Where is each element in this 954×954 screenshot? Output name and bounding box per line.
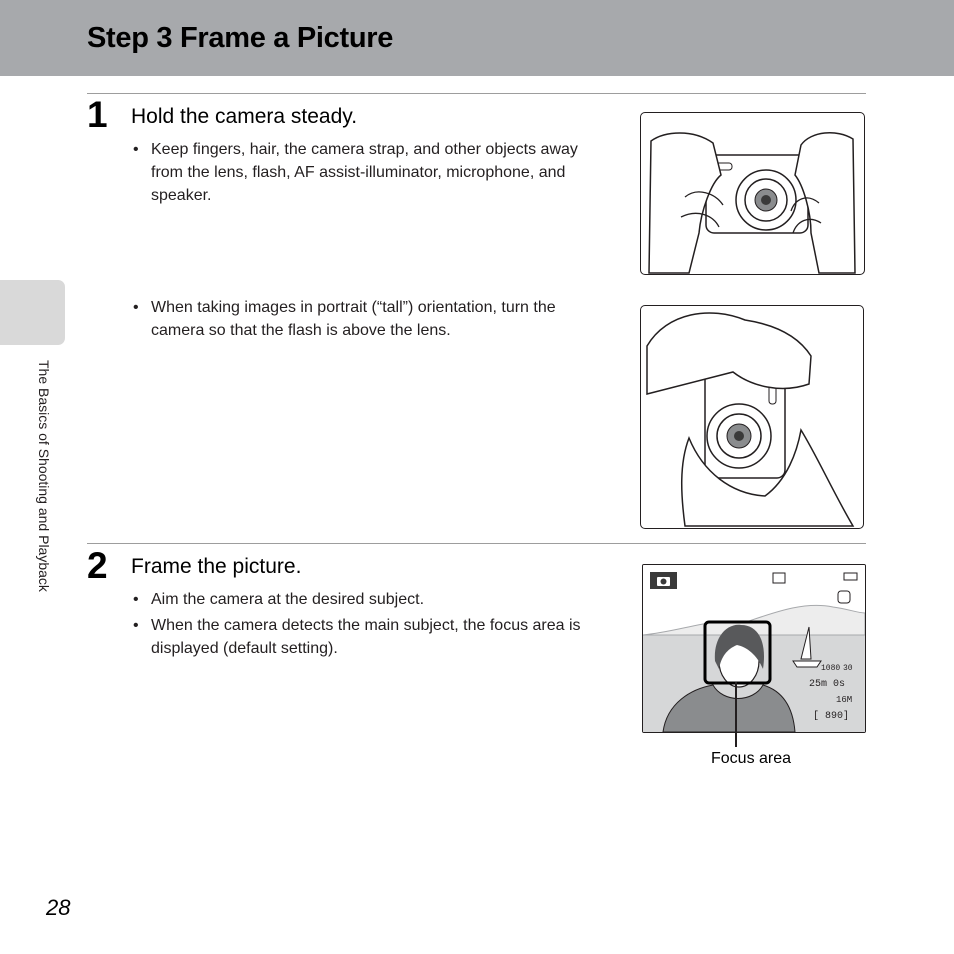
camera-portrait-icon	[641, 306, 863, 528]
list-item: • When the camera detects the main subject, the focus area is displayed (default setting).	[131, 614, 611, 660]
page-number: 28	[46, 895, 71, 920]
step-2-number: 2	[87, 545, 108, 586]
focus-area-label: Focus area	[711, 750, 792, 767]
step-2-list	[131, 588, 611, 663]
illustration-landscape-hold	[640, 112, 865, 275]
step-1-list-b	[131, 296, 611, 345]
list-item: • When taking images in portrait (“tall”) orientation, turn the camera so that the flash is above the lens.	[131, 296, 611, 342]
movie-resolution-badge: 1080	[821, 664, 841, 673]
step-2-heading: Frame the picture.	[131, 555, 302, 578]
step-1-heading: Hold the camera steady.	[131, 105, 358, 128]
step-1-list-a	[131, 138, 611, 210]
camera-landscape-icon	[641, 113, 864, 274]
page-title: Step 3 Frame a Picture	[87, 22, 394, 54]
list-item: • Keep fingers, hair, the camera strap, and other objects away from the lens, flash, AF assist-illuminator, microphone, and speaker.	[131, 138, 611, 207]
header-bar	[0, 0, 954, 76]
remaining-movie-time: 25m 0s	[809, 679, 846, 690]
exposures-remaining: [ 890]	[813, 711, 850, 722]
section-divider	[87, 93, 866, 94]
illustration-portrait-hold	[640, 305, 864, 529]
camera-monitor-screen	[642, 564, 866, 733]
list-item: • Aim the camera at the desired subject.	[131, 588, 611, 611]
focus-callout-line	[735, 682, 737, 747]
image-size-indicator: 16M	[836, 695, 853, 705]
section-divider	[87, 543, 866, 544]
frame-rate-readout: 30	[843, 664, 853, 673]
chapter-tab	[0, 280, 65, 345]
step-1-number: 1	[87, 94, 108, 135]
chapter-tab-label: The Basics of Shooting and Playback	[36, 360, 52, 592]
